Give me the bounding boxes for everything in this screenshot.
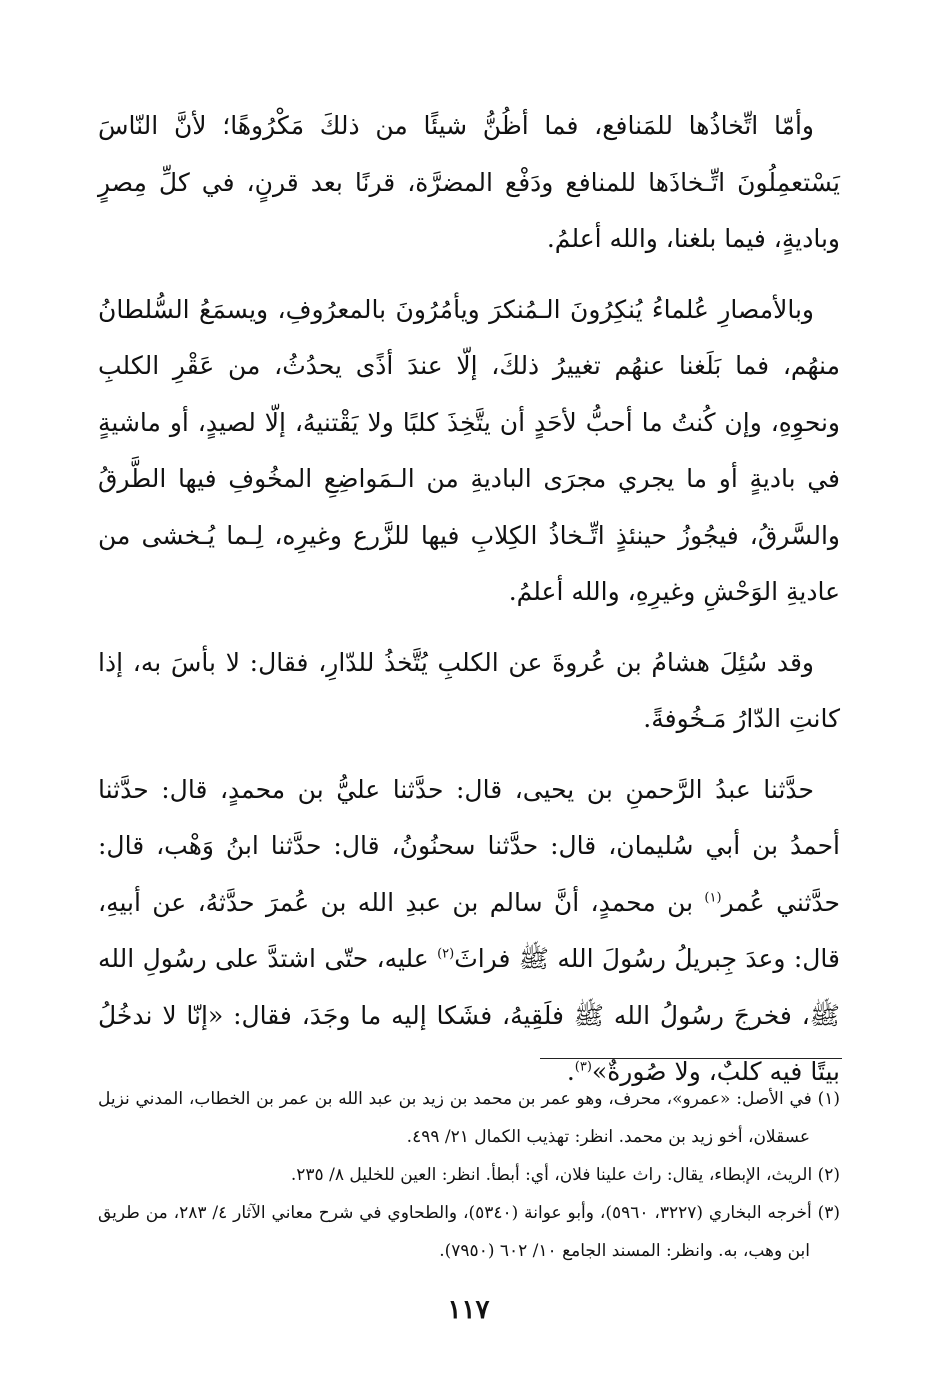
footnote-3: (٣) أخرجه البخاري (٣٢٢٧، ٥٩٦٠)، وأبو عوانة (٥٣٤٠)، والطحاوي في شرح معاني الآثار ٤/ ٢٨٣، من طريق ابن وهب، به. وانظر: المسند الجامع ١٠/ ٦٠٢ (٧٩٥٠). [98, 1203, 840, 1261]
footnote-1: (١) في الأصل: «عمرو»، محرف، وهو عمر بن محمد بن زيد بن عبد الله بن عمر بن الخطاب، المدني نزيل عسقلان، أخو زيد بن محمد. انظر: تهذيب الكمال ٢١/ ٤٩٩. [98, 1089, 840, 1147]
page-number: ١١٧ [447, 1295, 490, 1325]
hadith-text-3: عليه، حتّى اشتدَّ على رسُولِ الله ﷺ، فخرجَ رسُولُ الله ﷺ فلَقِيهُ، فشَكا إليه ما وجَدَ، فقال: «إنّا لا ندخُلُ بيتًا فيه كلبٌ، ولا صُورةٌ» [98, 944, 840, 1086]
hadith-text-2: بن محمدٍ، أنَّ سالم بن عبدِ الله بن عُمرَ حدَّثهُ، عن أبيهِ، قال: وعدَ جِبريلُ رسُولَ الله ﷺ فراثَ [98, 887, 840, 973]
footnote-separator [540, 1058, 842, 1059]
paragraph-1: وأمّا اتِّخاذُها للمَنافع، فما أظُنُّ شيئًا من ذلكَ مَكْرُوهًا؛ لأنَّ النّاسَ يَسْتعمِلُونَ اتِّـخاذَها للمنافع ودَفْع المضرَّة، قرنًا بعد قرنٍ، في كلِّ مِصرٍ وباديةٍ، فيما بلغنا، والله أعلمُ. [98, 111, 840, 253]
paragraph-3: وقد سُئِلَ هشامُ بن عُروةَ عن الكلبِ يُتَّخذُ للدّارِ، فقال: لا بأسَ به، إذا كانتِ الدّارُ مَـخُوفةً. [98, 647, 840, 733]
footnote-ref-2: (٢) [437, 946, 455, 962]
footnote-ref-3: (٣) [574, 1059, 592, 1075]
paragraph-2: وبالأمصارِ عُلماءُ يُنكِرُونَ الـمُنكرَ ويأمُرُونَ بالمعرُوفِ، ويسمَعُ السُّلطانُ منهُم، فما بَلَغنا عنهُم تغييرُ ذلكَ، إلّا عندَ أذًى يحدُثُ، من عَقْرِ الكلبِ ونحوِهِ، وإن كُنتُ ما أحبُّ لأحَدٍ أن يتَّخِذَ كلبًا ولا يَقْتنيهُ، إلّا لصيدٍ، أو ماشيةٍ في باديةٍ أو ما يجري مجرَى الباديةِ من الـمَواضِعِ المخُوفِ فيها الطَّرقُ والسَّرقُ، فيجُوزُ حينئذٍ اتِّـخاذُ الكِلابِ فيها للزَّرع وغيرِه، لِـما يُـخشى من عاديةِ الوَحْشِ وغيرِهِ، والله أعلمُ. [98, 294, 840, 606]
hadith-text-end: . [566, 1057, 575, 1086]
hadith-text-1: حدَّثنا عبدُ الرَّحمنِ بن يحيى، قال: حدَّثنا عليُّ بن محمدٍ، قال: حدَّثنا أحمدُ بن أبي سُليمان، قال: حدَّثنا سحنُونُ، قال: حدَّثنا ابنُ وَهْب، قال: حدَّثني عُمر [98, 774, 840, 917]
main-text [98, 98, 840, 1115]
footnotes [98, 1080, 840, 1270]
hadith-paragraph [98, 762, 840, 1101]
footnote-ref-1: (١) [704, 890, 722, 906]
footnote-2: (٢) الريث، الإبطاء، يقال: راث علينا فلان، أي: أبطأ. انظر: العين للخليل ٨/ ٢٣٥. [290, 1165, 840, 1185]
